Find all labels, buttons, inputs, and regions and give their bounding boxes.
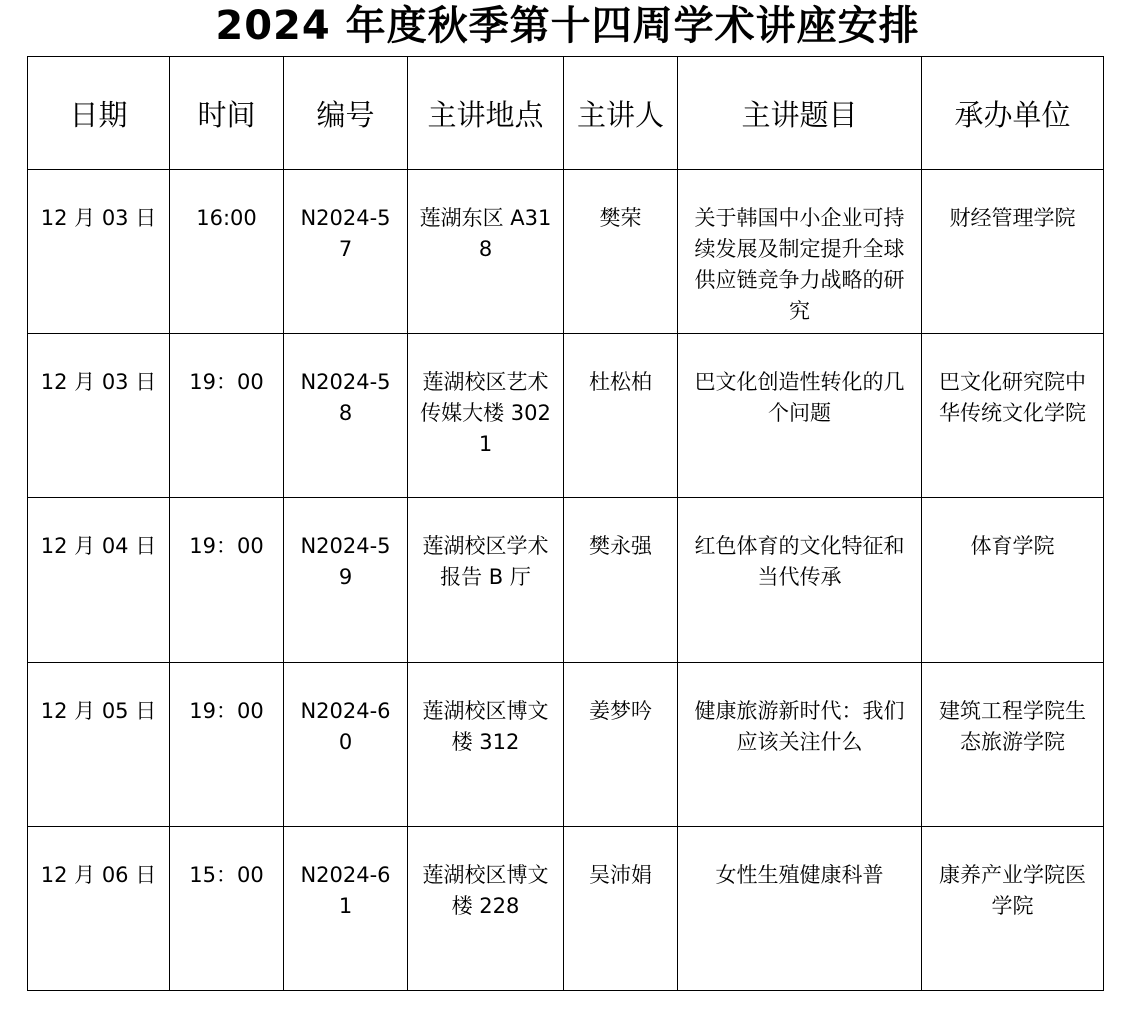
date-cell: 12 月 06 日 — [28, 826, 170, 990]
column-header-location: 主讲地点 — [408, 57, 564, 170]
speaker-cell: 姜梦吟 — [564, 662, 678, 826]
speaker-cell: 杜松柏 — [564, 334, 678, 498]
topic-cell: 关于韩国中小企业可持续发展及制定提升全球供应链竞争力战略的研究 — [678, 170, 922, 334]
location-cell: 莲湖校区艺术传媒大楼 3021 — [408, 334, 564, 498]
code-cell: N2024-57 — [284, 170, 408, 334]
table-row — [28, 826, 1104, 990]
table-row — [28, 498, 1104, 662]
page-title: 2024 年度秋季第十四周学术讲座安排 — [215, 3, 920, 49]
date-cell: 12 月 03 日 — [28, 334, 170, 498]
date-cell: 12 月 05 日 — [28, 662, 170, 826]
time-cell: 19：00 — [170, 662, 284, 826]
column-header-speaker: 主讲人 — [564, 57, 678, 170]
organizer-cell: 巴文化研究院中华传统文化学院 — [922, 334, 1104, 498]
location-cell: 莲湖校区学术报告 B 厅 — [408, 498, 564, 662]
speaker-cell: 吴沛娟 — [564, 826, 678, 990]
topic-cell: 健康旅游新时代：我们应该关注什么 — [678, 662, 922, 826]
topic-cell: 女性生殖健康科普 — [678, 826, 922, 990]
speaker-cell: 樊荣 — [564, 170, 678, 334]
time-cell: 19：00 — [170, 334, 284, 498]
code-cell: N2024-61 — [284, 826, 408, 990]
code-cell: N2024-59 — [284, 498, 408, 662]
column-header-date: 日期 — [28, 57, 170, 170]
organizer-cell: 建筑工程学院生态旅游学院 — [922, 662, 1104, 826]
topic-cell: 巴文化创造性转化的几个问题 — [678, 334, 922, 498]
code-cell: N2024-58 — [284, 334, 408, 498]
organizer-cell: 体育学院 — [922, 498, 1104, 662]
table-row — [28, 334, 1104, 498]
organizer-cell: 财经管理学院 — [922, 170, 1104, 334]
table-header-row — [28, 57, 1104, 170]
location-cell: 莲湖校区博文楼 312 — [408, 662, 564, 826]
lecture-schedule-table — [27, 56, 1104, 991]
time-cell: 16:00 — [170, 170, 284, 334]
location-cell: 莲湖东区 A318 — [408, 170, 564, 334]
code-cell: N2024-60 — [284, 662, 408, 826]
date-cell: 12 月 03 日 — [28, 170, 170, 334]
time-cell: 15：00 — [170, 826, 284, 990]
date-cell: 12 月 04 日 — [28, 498, 170, 662]
location-cell: 莲湖校区博文楼 228 — [408, 826, 564, 990]
column-header-organizer: 承办单位 — [922, 57, 1104, 170]
table-row — [28, 662, 1104, 826]
column-header-topic: 主讲题目 — [678, 57, 922, 170]
organizer-cell: 康养产业学院医学院 — [922, 826, 1104, 990]
topic-cell: 红色体育的文化特征和当代传承 — [678, 498, 922, 662]
table-row — [28, 170, 1104, 334]
speaker-cell: 樊永强 — [564, 498, 678, 662]
column-header-code: 编号 — [284, 57, 408, 170]
column-header-time: 时间 — [170, 57, 284, 170]
time-cell: 19：00 — [170, 498, 284, 662]
